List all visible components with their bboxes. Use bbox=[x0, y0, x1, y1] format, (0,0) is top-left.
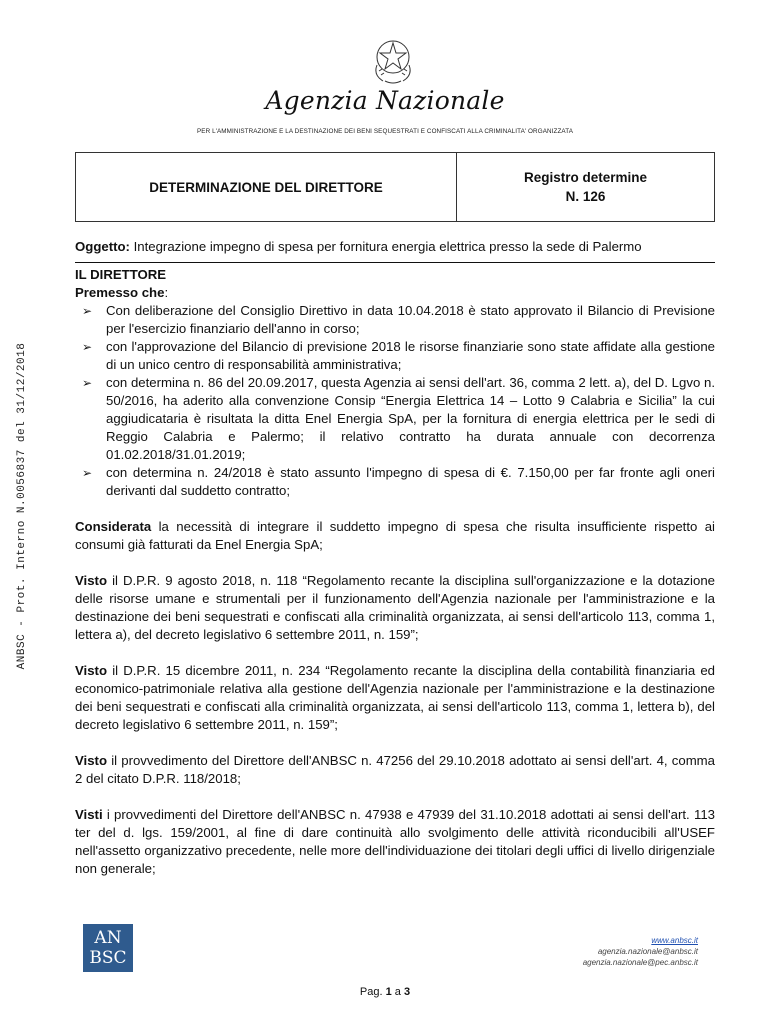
paragraph-text: la necessità di integrare il suddetto impegno di spesa che risulta insufficiente rispetto ai consumi già fatturati da Enel Energia SpA; bbox=[75, 519, 715, 552]
list-item bbox=[75, 464, 715, 500]
agency-subtitle: PER L'AMMINISTRAZIONE E LA DESTINAZIONE DEI BENI SEQUESTRATI E CONFISCATI ALLA CRIMINALITA' ORGANIZZATA bbox=[197, 128, 573, 135]
page-prefix: Pag. bbox=[359, 986, 386, 998]
paragraph-text: i provvedimenti del Direttore dell'ANBSC n. 47938 e 47939 del 31.10.2018 adottati ai sensi dell'art. 113 ter del d. lgs. 159/2001, al fine di dare continuità allo svolgimento delle attività riconducibili all'USEF nell'assetto organizzativo precedente, nelle more dell'individuazione dei titolari degli uffici di livello dirigenziale non generale; bbox=[75, 807, 715, 876]
paragraph-lead: Considerata bbox=[75, 519, 152, 534]
paragraph-considerata bbox=[75, 518, 715, 554]
paragraph-lead: Visto bbox=[75, 663, 108, 678]
anbsc-logo bbox=[83, 924, 133, 972]
paragraph-visto-47256 bbox=[75, 752, 715, 788]
registry-label: Registro determine bbox=[523, 170, 648, 185]
email-link[interactable]: agenzia.nazionale@anbsc.it bbox=[597, 947, 698, 956]
list-item bbox=[75, 338, 715, 374]
paragraph-text: il D.P.R. 15 dicembre 2011, n. 234 “Regolamento recante la disciplina della contabilità finanziaria ed economico-patrimoniale relativa alla gestione dell'Agenzia nazionale per l'amministrazione e la destinazione dei beni sequestrati e confiscati alla criminalità organizzata, ai sensi dell'articolo 113, comma 1, lettera b), del decreto legislativo 6 settembre 2011, n. 159”; bbox=[75, 663, 715, 732]
paragraph-visto-234 bbox=[75, 662, 715, 734]
director-heading: IL DIRETTORE bbox=[75, 267, 167, 282]
paragraph-visto-118 bbox=[75, 572, 715, 644]
list-item-text: con determina n. 24/2018 è stato assunto l'impegno di spesa di €. 7.150,00 per far fronte agli oneri derivanti dal suddetto contratto; bbox=[106, 465, 715, 498]
page-current: 1 bbox=[385, 986, 392, 998]
list-item bbox=[75, 374, 715, 464]
subject-label: Oggetto: bbox=[75, 239, 130, 254]
footer-contacts bbox=[583, 935, 698, 968]
paragraph-lead: Visto bbox=[75, 573, 108, 588]
arrow-bullet-icon: ➢ bbox=[82, 340, 93, 354]
logo-line-2: BSC bbox=[89, 948, 127, 968]
divider bbox=[75, 262, 715, 263]
paragraph-lead: Visto bbox=[75, 753, 108, 768]
list-item-text: Con deliberazione del Consiglio Direttivo in data 10.04.2018 è stato approvato il Bilancio di Previsione per l'esercizio finanziario dell'anno in corso; bbox=[106, 303, 715, 336]
arrow-bullet-icon: ➢ bbox=[82, 304, 93, 318]
page-separator: a bbox=[391, 986, 404, 998]
document-body bbox=[75, 238, 715, 878]
premesso-list bbox=[75, 302, 715, 500]
list-item-text: con determina n. 86 del 20.09.2017, questa Agenzia ai sensi dell'art. 36, comma 2 lett. a), del D. Lgvo n. 50/2016, ha aderito alla convenzione Consip “Energia Elettrica 14 – Lotto 9 Calabria e Sicilia” la cui aggiudicataria è risultata la ditta Enel Energia SpA, per la fornitura di energia elettrica per le sedi di Reggio Calabria e Palermo; il relativo contratto ha durata annuale con decorrenza 01.02.2018/31.01.2019; bbox=[106, 375, 715, 462]
premesso-colon: : bbox=[164, 285, 169, 300]
paragraph-lead: Visti bbox=[75, 807, 103, 822]
list-item bbox=[75, 302, 715, 338]
header-box bbox=[75, 152, 715, 222]
paragraph-text: il provvedimento del Direttore dell'ANBSC n. 47256 del 29.10.2018 adottato ai sensi dell'art. 4, comma 2 del citato D.P.R. 118/2018; bbox=[75, 753, 715, 786]
subject-line bbox=[75, 238, 715, 256]
arrow-bullet-icon: ➢ bbox=[82, 466, 93, 480]
arrow-bullet-icon: ➢ bbox=[82, 376, 93, 390]
subject-text: Integrazione impegno di spesa per fornitura energia elettrica presso la sede di Palermo bbox=[129, 239, 642, 254]
paragraph-visti bbox=[75, 806, 715, 878]
website-link[interactable]: www.anbsc.it bbox=[651, 936, 698, 945]
republic-emblem-icon bbox=[369, 35, 417, 87]
registry-cell bbox=[457, 153, 714, 221]
page-number bbox=[0, 986, 770, 998]
protocol-stamp: ANBSC - Prot. Interno N.0056837 del 31/12/2018 bbox=[16, 342, 28, 670]
doc-type: DETERMINAZIONE DEL DIRETTORE bbox=[76, 153, 457, 221]
registry-number: N. 126 bbox=[565, 189, 606, 204]
premesso-label: Premesso che bbox=[75, 285, 165, 300]
page-total: 3 bbox=[403, 986, 411, 998]
agency-name: Agenzia Nazionale bbox=[265, 86, 505, 115]
premesso-line bbox=[75, 284, 715, 302]
logo-line-1: AN bbox=[94, 928, 122, 948]
paragraph-text: il D.P.R. 9 agosto 2018, n. 118 “Regolamento recante la disciplina sull'organizzazione e la dotazione delle risorse umane e strumentali per il funzionamento dell'Agenzia nazionale per l'amministrazione e la destinazione dei beni sequestrati e confiscati alla criminalità organizzata, ai sensi dell'articolo 113, comma 1, lettera a), del decreto legislativo 6 settembre 2011, n. 159”; bbox=[75, 573, 715, 642]
list-item-text: con l'approvazione del Bilancio di previsione 2018 le risorse finanziarie sono state affidate alla gestione di un unico centro di responsabilità amministrativa; bbox=[106, 339, 715, 372]
pec-email-link[interactable]: agenzia.nazionale@pec.anbsc.it bbox=[582, 958, 698, 967]
